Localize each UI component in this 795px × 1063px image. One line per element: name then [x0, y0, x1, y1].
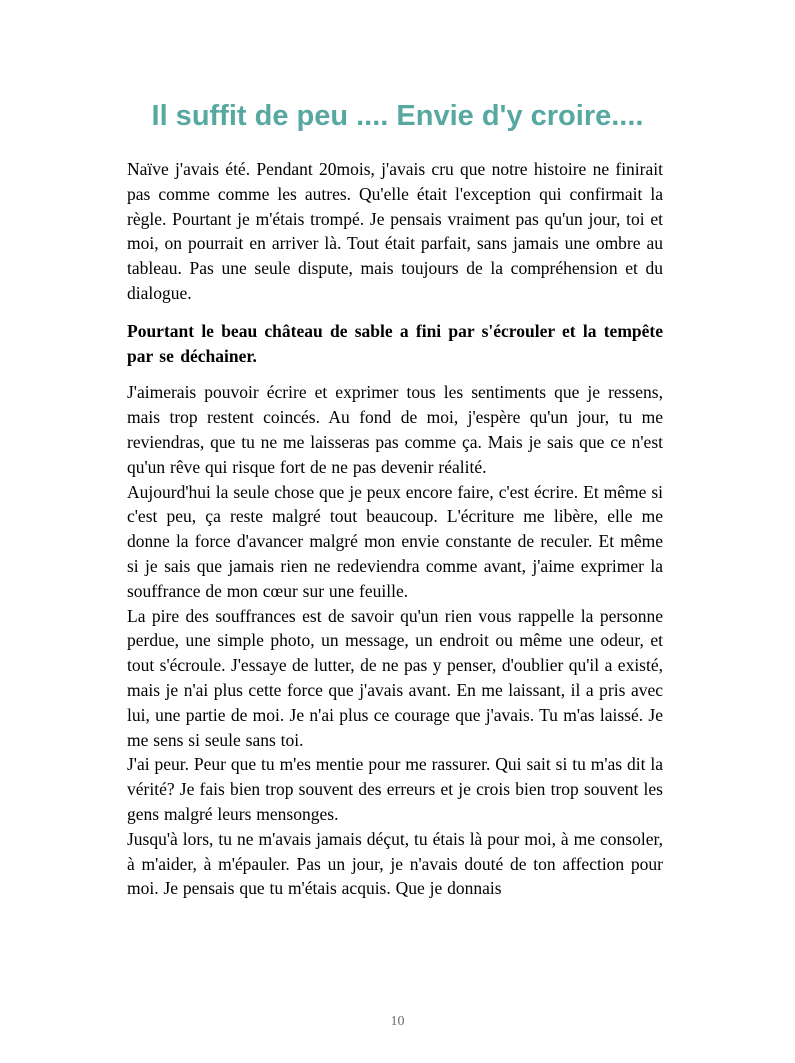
paragraph: J'aimerais pouvoir écrire et exprimer tous les sentiments que je ressens, mais trop restent coincés. Au fond de moi, j'espère qu'un jour, tu me reviendras, que tu ne me laisseras pas comme ça. Mais je sais que ce n'est qu'un rêve qui risque fort de ne pas devenir réalité. [127, 382, 663, 477]
bold-paragraph: Pourtant le beau château de sable a fini par s'écrouler et la tempête par se déchainer. [127, 320, 663, 366]
paragraph: Aujourd'hui la seule chose que je peux encore faire, c'est écrire. Et même si c'est peu, ça reste malgré tout beaucoup. L'écriture me libère, elle me donne la force d'avancer malgré mon envie constante de reculer. Et même si je sais que jamais rien ne redeviendra comme avant, j'aime exprimer la souffrance de mon cœur sur une feuille. [127, 481, 663, 601]
paragraph: J'ai peur. Peur que tu m'es mentie pour me rassurer. Qui sait si tu m'as dit la vérité? Je fais bien trop souvent des erreurs et je crois bien trop souvent les gens malgré leurs mensonges. [127, 754, 663, 824]
page-number: 10 [390, 1014, 405, 1029]
page-title: Il suffit de peu .... Envie d'y croire.... [151, 100, 644, 132]
body-text [127, 157, 663, 901]
paragraph: Naïve j'avais été. Pendant 20mois, j'avais cru que notre histoire ne finirait pas comme comme les autres. Qu'elle était l'exception qui confirmait la règle. Pourtant je m'étais trompé. Je pensais vraiment pas qu'un jour, toi et moi, on pourrait en arriver là. Tout était parfait, sans jamais une ombre au tableau. Pas une seule dispute, mais toujours de la compréhension et du dialogue. [127, 159, 663, 303]
paragraph: La pire des souffrances est de savoir qu'un rien vous rappelle la personne perdue, une simple photo, un message, un endroit ou même une odeur, et tout s'écroule. J'essaye de lutter, de ne pas y penser, d'oublier qu'il a existé, mais je n'ai plus cette force que j'avais avant. En me laissant, il a pris avec lui, une partie de moi. Je n'ai plus ce courage que j'avais. Tu m'as laissé. Je me sens si seule sans toi. [127, 605, 663, 750]
paragraph: Jusqu'à lors, tu ne m'avais jamais déçut, tu étais là pour moi, à me consoler, à m'aider, à m'épauler. Pas un jour, je n'avais douté de ton affection pour moi. Je pensais que tu m'étais acquis. Que je donnais [127, 828, 663, 899]
